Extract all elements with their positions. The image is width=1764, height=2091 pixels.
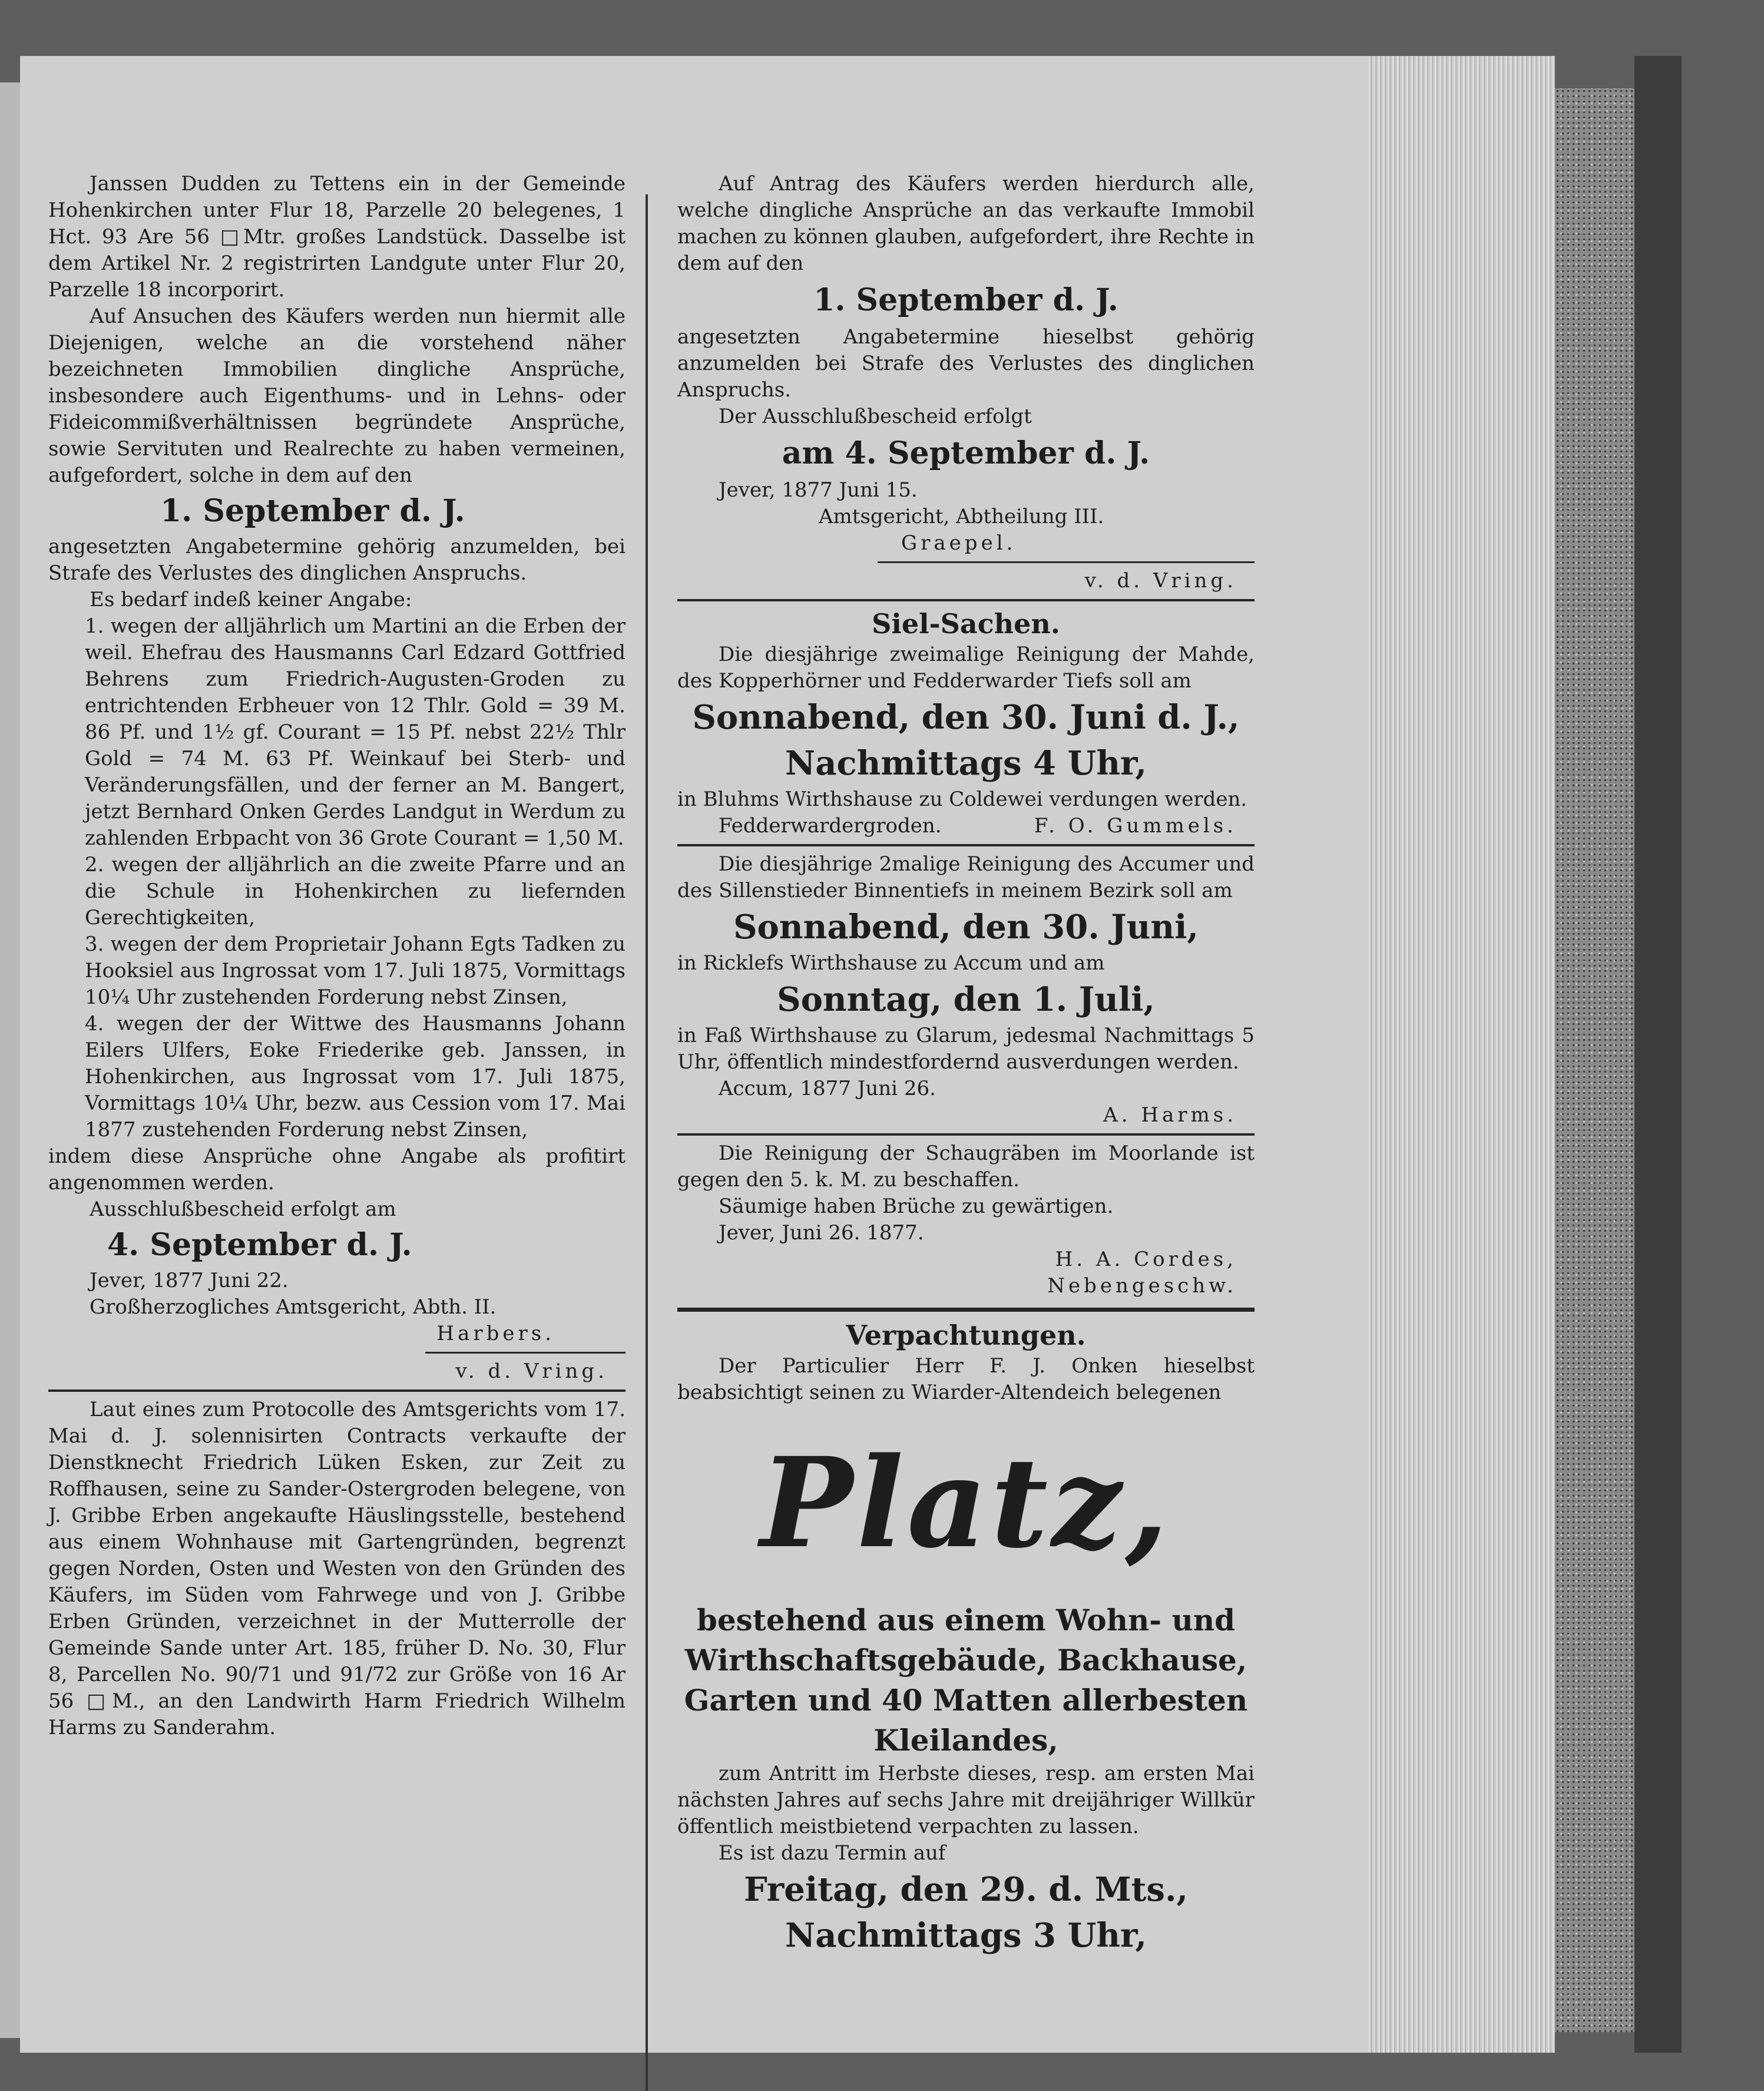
marbled-book-cover <box>1555 88 1634 2032</box>
accum-paragraph-3: in Faß Wirthshause zu Glarum, jedesmal Nachmittags 5 Uhr, öffentlich mindestfordernd ausverdungen werden. <box>677 1024 1255 1074</box>
term-paragraph-right: angesetzten Angabetermine hieselbst gehörig anzumelden bei Strafe des Verlustes des dinglichen Anspruchs. <box>677 325 1255 402</box>
left-column <box>48 171 625 1741</box>
intro-paragraph: Janssen Dudden zu Tettens ein in der Gemeinde Hohenkirchen unter Flur 18, Parzelle 20 belegenes, 1 Hct. 93 Are 56 □Mtr. großes Landstück. Dasselbe ist dem Artikel Nr. 2 registrirten Landgute unter Flur 20, Parzelle 18 incorporirt. <box>48 172 625 302</box>
date-second-right: am 4. September d. J. <box>782 435 1150 471</box>
date-second: 4. September d. J. <box>107 1227 412 1263</box>
accum-place: Accum, 1877 Juni 26. <box>719 1077 936 1100</box>
place-date: Jever, 1877 Juni 22. <box>90 1269 289 1292</box>
book-spine-shadow <box>1634 56 1682 2053</box>
siel-paragraph-1: Die diesjährige zweimalige Reinigung der Mahde, des Kopperhörner und Fedderwarder Tiefs soll am <box>677 643 1255 693</box>
platz-display-word: Platz, <box>760 1430 1172 1576</box>
accum-date-2: Sonntag, den 1. Juli, <box>777 980 1155 1019</box>
exceptions-intro: Es bedarf indeß keiner Angabe: <box>90 588 412 611</box>
right-column <box>677 171 1255 1958</box>
exception-item-4: 4. wegen der der Wittwe des Hausmanns Johann Eilers Ulfers, Eoke Friederike geb. Janssen, in Hohenkirchen, aus Ingrossat vom 17. Juli 1875, Vormittags 10¼ Uhr, bezw. aus Cession vom 17. Mai 1877 zustehenden Forderung nebst Zinsen, <box>85 1012 625 1142</box>
signature-rule-right <box>878 561 1255 563</box>
clerk-right: v. d. Vring. <box>1084 569 1237 593</box>
call-paragraph: Auf Ansuchen des Käufers werden nun hiermit alle Diejenigen, welche an die vorstehend näher bezeichneten Immobilien dingliche Ansprüche, insbesondere auch Eigenthums- und in Lehns- oder Fideicommißverhältnissen begründete Ansprüche, sowie Servituten und Realrechte zu haben vermeinen, aufgefordert, solche in dem auf den <box>48 305 625 487</box>
moor-signature-title: Nebengeschw. <box>1047 1274 1237 1298</box>
page-stack-edges <box>1369 56 1555 2053</box>
verpachtungen-heading: Verpachtungen. <box>846 1319 1086 1351</box>
moor-place: Jever, Juni 26. 1877. <box>719 1221 924 1245</box>
verpachtungen-paragraph-1: Der Particulier Herr F. J. Onken hieselbst beabsichtigt seinen zu Wiarder-Altendeich belegenen <box>677 1354 1255 1404</box>
signature-rule <box>425 1352 625 1354</box>
clerk-signature: v. d. Vring. <box>455 1359 608 1383</box>
siel-time: Nachmittags 4 Uhr, <box>785 744 1147 783</box>
column-divider <box>646 194 648 2091</box>
accum-signature: A. Harms. <box>1103 1103 1237 1127</box>
siel-signature: F. O. Gummels. <box>1034 814 1237 838</box>
court-name: Großherzogliches Amtsgericht, Abth. II. <box>90 1295 497 1319</box>
siel-date: Sonnabend, den 30. Juni d. J., <box>692 698 1240 737</box>
siel-signature-row <box>677 813 1255 839</box>
date-first-right: 1. September d. J. <box>813 282 1118 318</box>
term-paragraph: angesetzten Angabetermine gehörig anzumelden, bei Strafe des Verlustes des dinglichen Anspruchs. <box>48 535 625 585</box>
exception-item-3: 3. wegen der dem Proprietair Johann Egts Tadken zu Hooksiel aus Ingrossat vom 17. Juli 1875, Vormittags 10¼ Uhr zustehenden Forderung nebst Zinsen, <box>85 932 625 1009</box>
indem-paragraph: indem diese Ansprüche ohne Angabe als profitirt angenommen werden. <box>48 1144 625 1195</box>
section-divider-right-1 <box>677 599 1255 601</box>
place-date-right: Jever, 1877 Juni 15. <box>719 478 918 502</box>
court-right: Amtsgericht, Abtheilung III. <box>819 505 1104 528</box>
accum-date-1: Sonnabend, den 30. Juni, <box>733 908 1199 947</box>
verpachtungen-paragraph-3: Es ist dazu Termin auf <box>719 1841 946 1865</box>
exception-item-1: 1. wegen der alljährlich um Martini an die Erben der weil. Ehefrau des Hausmanns Carl Edzard Gottfried Behrens zum Friedrich-Augusten-Groden zu entrichtenden Erbheuer von 12 Thlr. Gold = 39 M. 86 Pf. und 1½ gf. Courant = 15 Pf. nebst 22½ Thlr Gold = 74 M. 63 Pf. Weinkauf bei Sterb- und Veränderungsfällen, und der ferner an M. Bangert, jetzt Bernhard Onken Gerdes Landgut in Werdum zu zahlenden Erbpacht von 36 Grote Courant = 1,50 M. <box>85 614 625 850</box>
moor-signature: H. A. Cordes, <box>1055 1248 1237 1271</box>
ausschluss-right: Der Ausschlußbescheid erfolgt <box>719 405 1032 428</box>
date-first: 1. September d. J. <box>160 493 465 529</box>
judge-signature: Harbers. <box>436 1322 555 1345</box>
verpachtungen-paragraph-2: zum Antritt im Herbste dieses, resp. am ersten Mai nächsten Jahres auf sechs Jahre mit dreijähriger Willkür öffentlich meistbietend verpachten zu lassen. <box>677 1762 1255 1838</box>
previous-page-edge <box>0 82 20 2038</box>
contract-paragraph: Laut eines zum Protocolle des Amtsgerichts vom 17. Mai d. J. solennisirten Contracts verkaufte der Dienstknecht Friedrich Lüken Esken, zur Zeit zu Roffhausen, seine zu Sander-Ostergroden belegene, von J. Gribbe Erben angekaufte Häuslingsstelle, bestehend aus einem Wohnhause mit Gartengründen, begrenzt gegen Norden, Osten und Westen von den Gründen des Käufers, im Süden vom Fahrwege und von J. Gribbe Erben Gründen, verzeichnet in der Mutterrolle der Gemeinde Sande unter Art. 185, früher D. No. 30, Flur 8, Parcellen No. 90/71 und 91/72 zur Größe von 16 Ar 56 □M., an den Landwirth Harm Friedrich Wilhelm Harms zu Sanderahm. <box>48 1398 625 1739</box>
judge-right: Graepel. <box>901 531 1017 555</box>
accum-paragraph-2: in Ricklefs Wirthshause zu Accum und am <box>677 951 1105 975</box>
section-divider-right-4 <box>677 1308 1255 1312</box>
moor-paragraph-1: Die Reinigung der Schaugräben im Moorlande ist gegen den 5. k. M. zu beschaffen. <box>677 1142 1255 1192</box>
siel-paragraph-2: in Bluhms Wirthshause zu Coldewei verdungen werden. <box>677 788 1247 811</box>
section-divider <box>48 1389 625 1392</box>
verpachtungen-time: Nachmittags 3 Uhr, <box>785 1916 1147 1955</box>
verpachtungen-date: Freitag, den 29. d. Mts., <box>744 1870 1188 1909</box>
ausschluss-line: Ausschlußbescheid erfolgt am <box>90 1197 396 1221</box>
siel-place: Fedderwardergroden. <box>719 814 942 838</box>
siel-heading: Siel-Sachen. <box>872 608 1060 640</box>
moor-paragraph-2: Säumige haben Brüche zu gewärtigen. <box>719 1195 1114 1218</box>
exception-item-2: 2. wegen der alljährlich an die zweite Pfarre und an die Schule in Hohenkirchen zu liefernden Gerechtigkeiten, <box>85 853 625 929</box>
platz-description: bestehend aus einem Wohn- und Wirthschaftsgebäude, Backhause, Garten und 40 Matten allerbesten Kleilandes, <box>684 1603 1248 1758</box>
section-divider-right-2 <box>677 844 1255 846</box>
section-divider-right-3 <box>677 1133 1255 1136</box>
accum-paragraph-1: Die diesjährige 2malige Reinigung des Accumer und des Sillenstieder Binnentiefs in meinem Bezirk soll am <box>677 852 1255 902</box>
antrag-paragraph: Auf Antrag des Käufers werden hierdurch alle, welche dingliche Ansprüche an das verkaufte Immobil machen zu können glauben, aufgefordert, ihre Rechte in dem auf den <box>677 172 1255 275</box>
